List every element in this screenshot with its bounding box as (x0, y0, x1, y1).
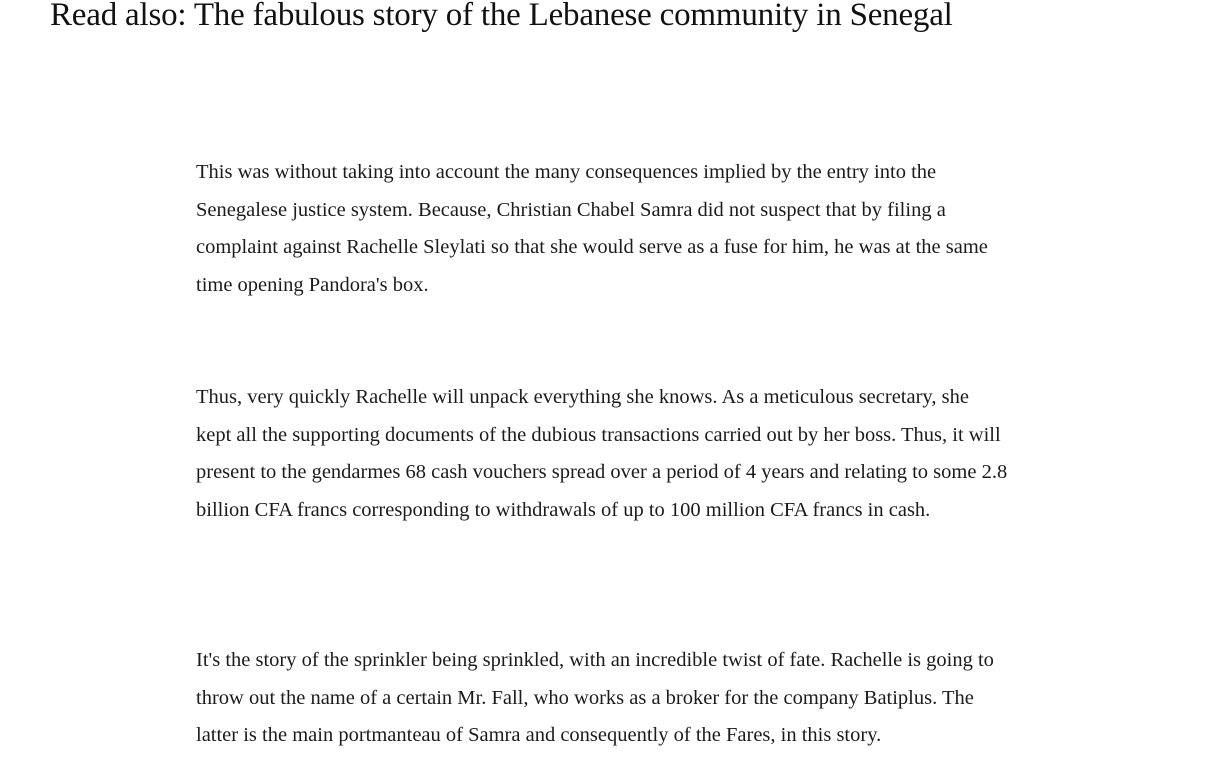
article-paragraph-3: It's the story of the sprinkler being sprinkled, with an incredible twist of fate. Rachelle is going to throw out the name of a certain Mr. Fall, who works as a broker for the company Batiplus. The latter is the main portmanteau of Samra and consequently of the Fares, in this story. (196, 649, 994, 747)
article-paragraph-1: This was without taking into account the many consequences implied by the entry into the Senegalese justice system. Because, Christian Chabel Samra did not suspect that by filing a complaint against Rachelle Sleylati so that she would serve as a fuse for him, he was at the same time opening Pandora's box. (196, 161, 988, 296)
article-paragraph-2: Thus, very quickly Rachelle will unpack everything she knows. As a meticulous secretary, she kept all the supporting documents of the dubious transactions carried out by her boss. Thus, it will present to the gendarmes 68 cash vouchers spread over a period of 4 years and relating to some 2.8 billion CFA francs corresponding to withdrawals of up to 100 million CFA francs in cash. (196, 386, 1008, 521)
read-also-heading: Read also: The fabulous story of the Lebanese community in Senegal (50, 0, 953, 33)
